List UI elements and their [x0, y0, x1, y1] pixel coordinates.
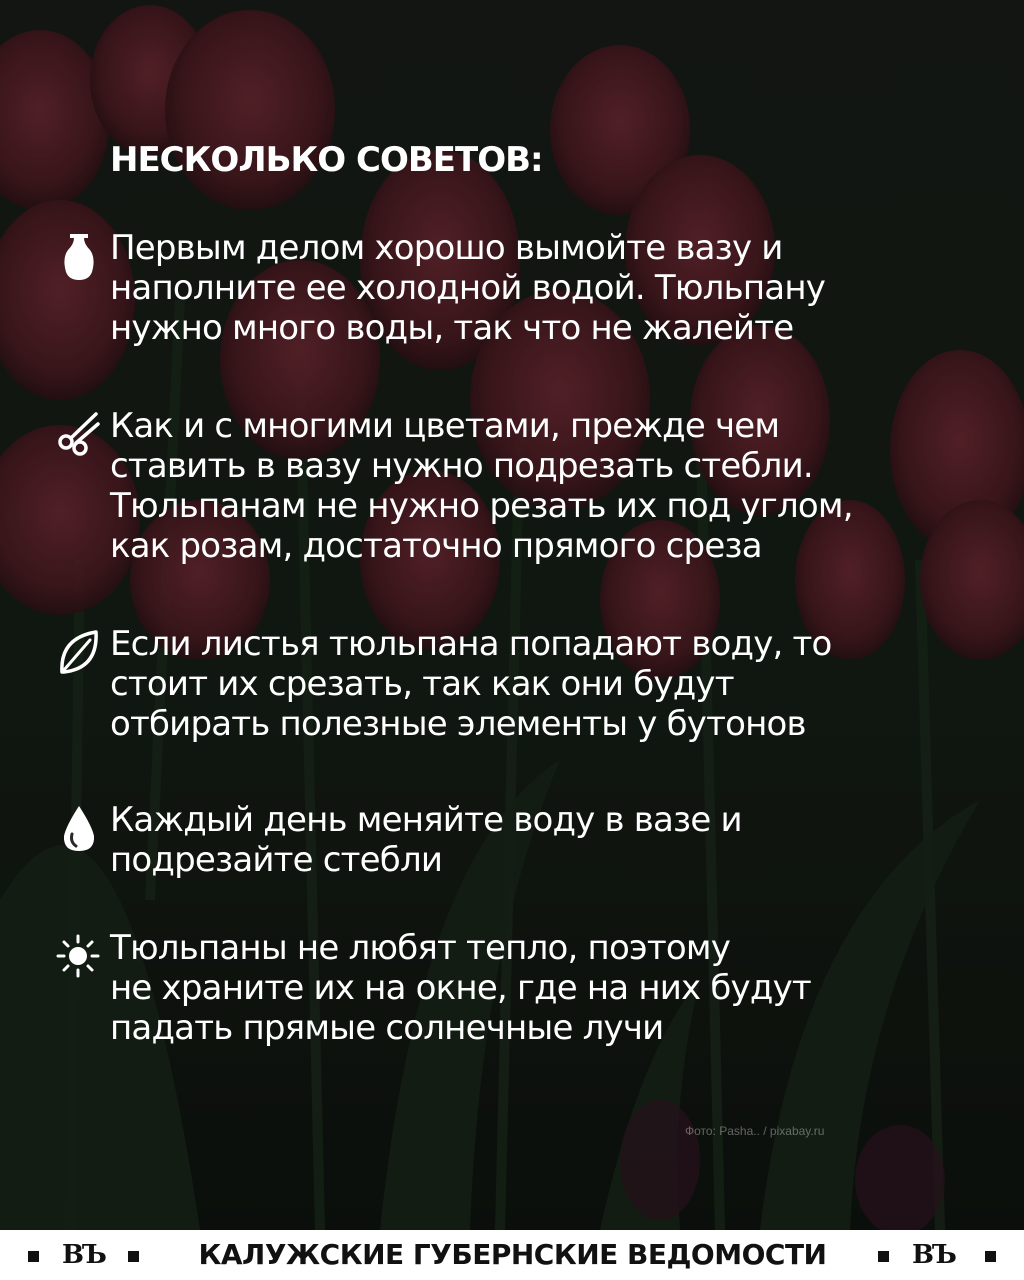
scissors-icon — [56, 410, 102, 460]
brand-logo-mark: ВЪ — [62, 1240, 105, 1270]
brand-logo-mark: ВЪ — [912, 1240, 955, 1270]
water-drop-icon — [56, 804, 102, 854]
brand-title: КАЛУЖСКИЕ ГУБЕРНСКИЕ ВЕДОМОСТИ — [198, 1238, 827, 1271]
square-bullet-icon — [878, 1251, 889, 1262]
square-bullet-icon — [128, 1251, 139, 1262]
tip-text: Тюльпаны не любят тепло, поэтому не храните их на окне, где на них будут падать прямые солнечные лучи — [110, 928, 811, 1048]
vase-icon — [56, 232, 102, 282]
tip-text: Каждый день меняйте воду в вазе и подрезайте стебли — [110, 800, 742, 880]
photo-credit: Фото: Pasha.. / pixabay.ru — [685, 1124, 825, 1138]
page-title: НЕСКОЛЬКО СОВЕТОВ: — [110, 140, 543, 180]
sun-icon — [56, 932, 102, 982]
tip-text: Первым делом хорошо вымойте вазу и наполните ее холодной водой. Тюльпану нужно много воды, так что не жалейте — [110, 228, 826, 348]
footer-bar — [0, 1230, 1024, 1280]
tip-text: Если листья тюльпана попадают воду, то стоит их срезать, так как они будут отбирать полезные элементы у бутонов — [110, 624, 832, 744]
tip-text: Как и с многими цветами, прежде чем ставить в вазу нужно подрезать стебли. Тюльпанам не нужно резать их под углом, как розам, достаточно прямого среза — [110, 406, 853, 566]
leaf-icon — [56, 628, 102, 678]
square-bullet-icon — [28, 1251, 39, 1262]
square-bullet-icon — [985, 1251, 996, 1262]
